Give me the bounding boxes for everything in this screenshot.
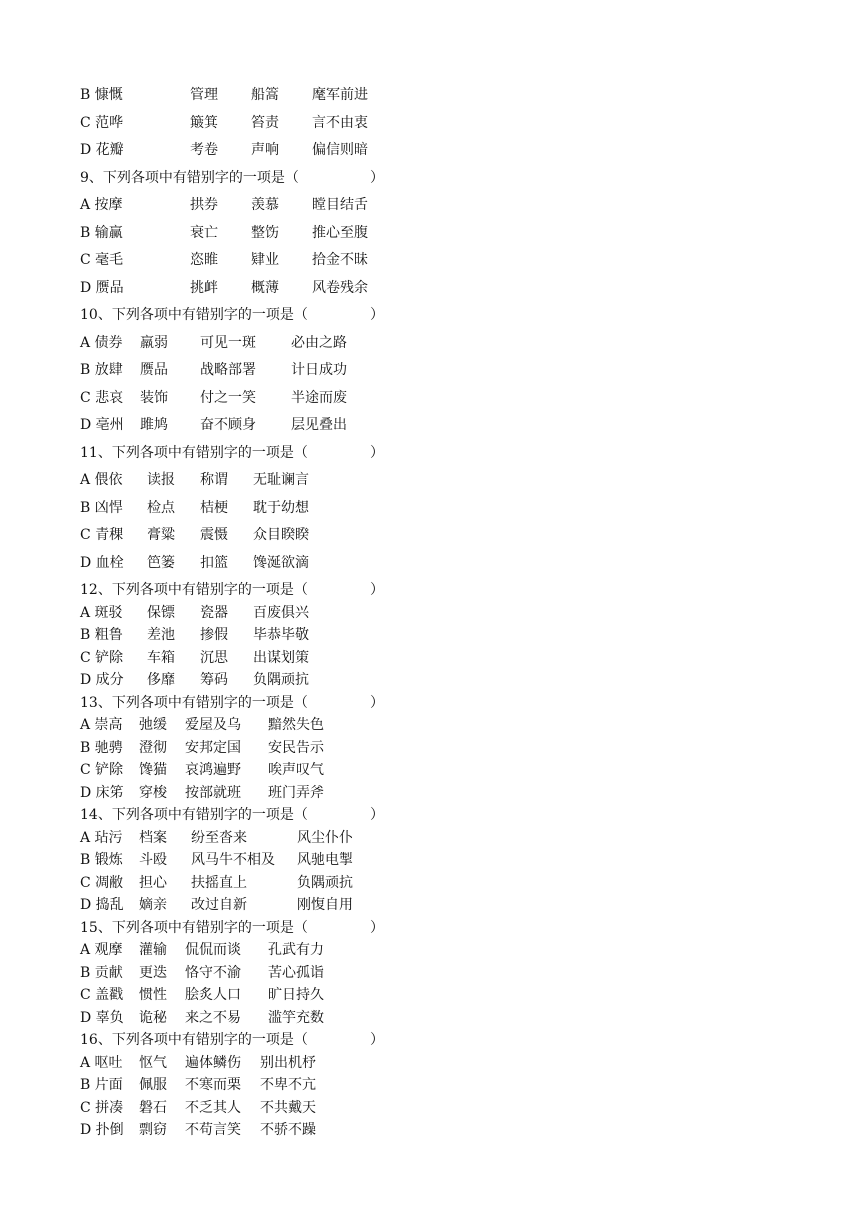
- option-label-word: A 斑驳: [80, 605, 123, 621]
- option-word: 旷日持久: [268, 987, 324, 1003]
- option-word: 挑衅: [190, 280, 218, 296]
- option-label-word: D 花瓣: [80, 142, 124, 158]
- option-word: 膏粱: [147, 527, 175, 543]
- option-label-word: C 铲除: [80, 650, 124, 666]
- option-label-word: A 玷污: [80, 830, 123, 846]
- option-label-word: C 毫毛: [80, 252, 124, 268]
- option-word: 澄彻: [139, 740, 167, 756]
- option-word: 可见一斑: [200, 335, 256, 351]
- option-word: 推心至腹: [312, 225, 368, 241]
- option-word: 侈靡: [147, 672, 175, 688]
- option-word: 不苟言笑: [185, 1122, 241, 1138]
- option-word: 恪守不渝: [185, 965, 241, 981]
- option-word: 馋猫: [139, 762, 167, 778]
- option-word: 孔武有力: [268, 942, 324, 958]
- option-word: 声响: [251, 142, 279, 158]
- option-word: 安邦定国: [185, 740, 241, 756]
- option-word: 奋不顾身: [200, 417, 256, 433]
- option-word: 爱屋及乌: [185, 717, 241, 733]
- option-label-word: A 偎依: [80, 472, 123, 488]
- question-text: 10、下列各项中有错别字的一项是（: [80, 307, 308, 323]
- option-word: 毕恭毕敬: [253, 627, 309, 643]
- option-word: 更迭: [139, 965, 167, 981]
- option-word: 苦心孤诣: [268, 965, 324, 981]
- option-label-word: B 片面: [80, 1077, 123, 1093]
- option-label-word: D 血栓: [80, 555, 124, 571]
- option-word: 唉声叹气: [268, 762, 324, 778]
- option-label-word: B 凶悍: [80, 500, 123, 516]
- option-word: 负隅顽抗: [297, 875, 353, 891]
- option-word: 船篙: [251, 87, 279, 103]
- option-word: 衰亡: [190, 225, 218, 241]
- option-label-word: D 床笫: [80, 785, 124, 801]
- option-word: 佩服: [139, 1077, 167, 1093]
- option-word: 众目睽睽: [253, 527, 309, 543]
- option-label-word: B 放肆: [80, 362, 123, 378]
- option-word: 斗殴: [139, 852, 167, 868]
- option-word: 半途而废: [291, 390, 347, 406]
- option-label-word: B 锻炼: [80, 852, 123, 868]
- answer-paren: ）: [370, 695, 384, 711]
- option-word: 黯然失色: [268, 717, 324, 733]
- option-word: 馋涎欲滴: [253, 555, 309, 571]
- option-word: 麾军前进: [312, 87, 368, 103]
- option-word: 别出机杼: [260, 1055, 316, 1071]
- option-word: 风尘仆仆: [297, 830, 353, 846]
- option-label-word: C 凋敝: [80, 875, 124, 891]
- option-label-word: C 铲除: [80, 762, 124, 778]
- option-word: 不乏其人: [185, 1100, 241, 1116]
- option-label-word: B 输赢: [80, 225, 123, 241]
- option-word: 怄气: [139, 1055, 167, 1071]
- option-word: 沉思: [200, 650, 228, 666]
- option-label-word: A 崇高: [80, 717, 123, 733]
- option-word: 不共戴天: [260, 1100, 316, 1116]
- option-word: 安民告示: [268, 740, 324, 756]
- option-label-word: A 按摩: [80, 197, 123, 213]
- option-word: 恣睢: [190, 252, 218, 268]
- option-word: 赝品: [140, 362, 168, 378]
- option-label-word: A 呕吐: [80, 1055, 123, 1071]
- option-word: 瞠目结舌: [312, 197, 368, 213]
- option-label-word: D 成分: [80, 672, 124, 688]
- option-word: 整饬: [251, 225, 279, 241]
- option-word: 出谋划策: [253, 650, 309, 666]
- option-word: 付之一笑: [200, 390, 256, 406]
- option-label-word: B 驰骋: [80, 740, 123, 756]
- option-label-word: C 拼凑: [80, 1100, 124, 1116]
- option-word: 磐石: [139, 1100, 167, 1116]
- answer-paren: ）: [370, 1032, 384, 1048]
- option-word: 装饰: [140, 390, 168, 406]
- option-word: 震慑: [200, 527, 228, 543]
- option-word: 管理: [190, 87, 218, 103]
- option-word: 弛缓: [139, 717, 167, 733]
- option-word: 簸箕: [190, 115, 218, 131]
- answer-paren: ）: [370, 920, 384, 936]
- option-label-word: B 粗鲁: [80, 627, 123, 643]
- option-word: 耽于幼想: [253, 500, 309, 516]
- option-word: 战略部署: [200, 362, 256, 378]
- option-word: 滥竽充数: [268, 1010, 324, 1026]
- option-word: 笞责: [251, 115, 279, 131]
- option-word: 羸弱: [140, 335, 168, 351]
- answer-paren: ）: [370, 582, 384, 598]
- option-word: 车箱: [147, 650, 175, 666]
- option-word: 嫡亲: [139, 897, 167, 913]
- answer-paren: ）: [370, 807, 384, 823]
- option-word: 剽窃: [139, 1122, 167, 1138]
- answer-paren: ）: [370, 307, 384, 323]
- option-word: 不骄不躁: [260, 1122, 316, 1138]
- option-label-word: D 扑倒: [80, 1122, 124, 1138]
- option-word: 读报: [147, 472, 175, 488]
- question-text: 16、下列各项中有错别字的一项是（: [80, 1032, 308, 1048]
- option-word: 百废俱兴: [253, 605, 309, 621]
- option-word: 言不由衷: [312, 115, 368, 131]
- option-word: 刚愎自用: [297, 897, 353, 913]
- question-text: 14、下列各项中有错别字的一项是（: [80, 807, 308, 823]
- option-word: 风卷残余: [312, 280, 368, 296]
- option-word: 来之不易: [185, 1010, 241, 1026]
- option-label-word: A 债券: [80, 335, 123, 351]
- option-label-word: A 观摩: [80, 942, 123, 958]
- option-label-word: B 慷慨: [80, 87, 123, 103]
- option-label-word: C 青稞: [80, 527, 124, 543]
- option-label-word: D 亳州: [80, 417, 124, 433]
- option-word: 改过自新: [191, 897, 247, 913]
- option-label-word: C 范哗: [80, 115, 124, 131]
- option-word: 考卷: [190, 142, 218, 158]
- option-label-word: D 赝品: [80, 280, 124, 296]
- option-label-word: B 贡献: [80, 965, 123, 981]
- option-word: 掺假: [200, 627, 228, 643]
- option-word: 层见叠出: [291, 417, 347, 433]
- option-word: 肄业: [251, 252, 279, 268]
- option-word: 按部就班: [185, 785, 241, 801]
- option-word: 哀鸿遍野: [185, 762, 241, 778]
- option-word: 瓷器: [200, 605, 228, 621]
- answer-paren: ）: [370, 170, 384, 186]
- option-label-word: C 盖戳: [80, 987, 124, 1003]
- option-word: 差池: [147, 627, 175, 643]
- option-word: 偏信则暗: [312, 142, 368, 158]
- option-word: 担心: [139, 875, 167, 891]
- option-word: 侃侃而谈: [185, 942, 241, 958]
- option-word: 拱券: [190, 197, 218, 213]
- option-word: 负隅顽抗: [253, 672, 309, 688]
- option-word: 穿梭: [139, 785, 167, 801]
- option-word: 档案: [139, 830, 167, 846]
- option-word: 拾金不昧: [312, 252, 368, 268]
- option-word: 必由之路: [291, 335, 347, 351]
- option-word: 称谓: [200, 472, 228, 488]
- option-word: 扣篮: [200, 555, 228, 571]
- option-word: 诡秘: [139, 1010, 167, 1026]
- option-word: 桔梗: [200, 500, 228, 516]
- option-word: 保镖: [147, 605, 175, 621]
- question-text: 9、下列各项中有错别字的一项是（: [80, 170, 299, 186]
- option-word: 雎鸠: [140, 417, 168, 433]
- option-word: 风驰电掣: [297, 852, 353, 868]
- option-word: 计日成功: [291, 362, 347, 378]
- option-word: 脍炙人口: [185, 987, 241, 1003]
- option-word: 概薄: [251, 280, 279, 296]
- option-word: 遍体鳞伤: [185, 1055, 241, 1071]
- option-word: 羡慕: [251, 197, 279, 213]
- option-word: 不寒而栗: [185, 1077, 241, 1093]
- option-word: 扶摇直上: [191, 875, 247, 891]
- option-word: 灌输: [139, 942, 167, 958]
- option-word: 风马牛不相及: [191, 852, 275, 868]
- option-word: 班门弄斧: [268, 785, 324, 801]
- option-word: 检点: [147, 500, 175, 516]
- option-label-word: D 捣乱: [80, 897, 124, 913]
- question-text: 15、下列各项中有错别字的一项是（: [80, 920, 308, 936]
- option-word: 纷至沓来: [191, 830, 247, 846]
- question-text: 13、下列各项中有错别字的一项是（: [80, 695, 308, 711]
- option-word: 不卑不亢: [260, 1077, 316, 1093]
- option-label-word: D 辜负: [80, 1010, 124, 1026]
- option-word: 笆篓: [147, 555, 175, 571]
- question-text: 12、下列各项中有错别字的一项是（: [80, 582, 308, 598]
- option-word: 无耻谰言: [253, 472, 309, 488]
- option-label-word: C 悲哀: [80, 390, 124, 406]
- answer-paren: ）: [370, 445, 384, 461]
- option-word: 惯性: [139, 987, 167, 1003]
- option-word: 筹码: [200, 672, 228, 688]
- question-text: 11、下列各项中有错别字的一项是（: [80, 445, 308, 461]
